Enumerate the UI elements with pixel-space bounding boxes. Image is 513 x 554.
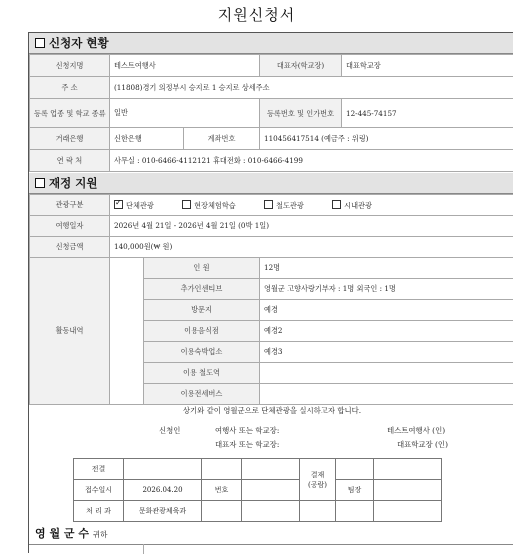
- empty-cell: [124, 459, 202, 480]
- checkbox-city-tour[interactable]: 시내관광: [332, 200, 372, 211]
- representative-signature: 대표학교장 (인): [397, 439, 448, 450]
- bank-label: 거래은행: [30, 128, 110, 150]
- people-value: 12명: [260, 258, 513, 279]
- table-row: [74, 480, 442, 501]
- table-row: [30, 195, 513, 216]
- activity-label: 활동내역: [30, 258, 110, 405]
- license-value: 12-445-74157: [342, 99, 513, 128]
- representative-value: 대표학교장: [342, 55, 513, 77]
- empty-cell: [242, 501, 300, 522]
- approval-seal-label: 결재 (공람): [300, 459, 336, 501]
- restaurant-value: 예경2: [260, 321, 513, 342]
- address-label: 주 소: [30, 77, 110, 99]
- lodging-label: 이용숙박업소: [144, 342, 260, 363]
- application-form: [28, 32, 513, 553]
- square-icon: [35, 38, 45, 48]
- travel-dates-label: 여행일자: [30, 216, 110, 237]
- lodging-value: 예경3: [260, 342, 513, 363]
- finance-section-header: [29, 173, 513, 194]
- agency-line: 여행사 또는 학교장:: [215, 425, 279, 436]
- approval-table: [73, 458, 442, 522]
- people-label: 인 원: [144, 258, 260, 279]
- amount-label: 신청금액: [30, 237, 110, 258]
- empty-cell: [202, 459, 242, 480]
- table-row: [74, 459, 442, 480]
- restaurant-label: 이용음식점: [144, 321, 260, 342]
- representative-label: 대표자(학교장): [260, 55, 342, 77]
- activity-spacer: [110, 258, 144, 405]
- receipt-value: 2026.04.20: [124, 480, 202, 501]
- representative-line: 대표자 또는 학교장:: [215, 439, 279, 450]
- empty-cell: [336, 501, 374, 522]
- handler-value: 문화관광체육과: [124, 501, 202, 522]
- table-row: [30, 55, 513, 77]
- registration-value: 일반: [110, 99, 260, 128]
- checkbox-icon[interactable]: [332, 200, 341, 209]
- tour-type-label: 관광구분: [30, 195, 110, 216]
- agency-name-label: 신청지명: [30, 55, 110, 77]
- checkbox-checked-icon[interactable]: [114, 200, 123, 209]
- agency-name-value: 테스트여행사: [110, 55, 260, 77]
- number-label: 번호: [202, 480, 242, 501]
- incentive-value: 영월군 고향사랑기부자 : 1명 외국인 : 1명: [260, 279, 513, 300]
- contact-value: 사무실 : 010-6466-4112121 휴대전화 : 010-6466-4199: [110, 150, 513, 172]
- bottom-divider: [143, 544, 144, 554]
- applicant-label: 신청인: [159, 425, 180, 436]
- rail-station-value: [260, 363, 513, 384]
- incentive-label: 추가인센티브: [144, 279, 260, 300]
- checkbox-rail-tour[interactable]: 철도관광: [264, 200, 304, 211]
- travel-dates-value: 2026년 4월 21일 - 2026년 4월 21일 (0박 1일): [110, 216, 513, 237]
- empty-cell: [242, 480, 300, 501]
- empty-cell: [374, 459, 442, 480]
- table-row: [30, 77, 513, 99]
- table-row: [30, 128, 513, 150]
- applicant-section-title: 신청자 현황: [49, 36, 109, 50]
- empty-cell: [374, 501, 442, 522]
- empty-cell: [202, 501, 242, 522]
- agency-signature: 테스트여행사 (인): [387, 425, 445, 436]
- visit-place-label: 방문지: [144, 300, 260, 321]
- license-label: 등록번호 및 인가번호: [260, 99, 342, 128]
- finance-table: [29, 194, 513, 405]
- declaration-statement: 상기와 같이 영월군으로 단체관광을 실시하고자 합니다.: [29, 405, 513, 416]
- address-value: (11808)경기 의정부시 승지로 1 승지로 상세주소: [110, 77, 513, 99]
- checkbox-icon[interactable]: [182, 200, 191, 209]
- charter-bus-label: 이용전세버스: [144, 384, 260, 405]
- bank-value: 신한은행: [110, 128, 184, 150]
- recipient-line: 영 월 군 수 귀하: [35, 525, 107, 541]
- checkbox-group-tour[interactable]: ✓ 단체관광: [114, 200, 154, 211]
- table-row: [30, 237, 513, 258]
- empty-cell: [374, 480, 442, 501]
- table-row: [74, 501, 442, 522]
- chief-label: 팀장: [336, 480, 374, 501]
- bottom-divider: [29, 544, 513, 545]
- table-row: [30, 258, 513, 279]
- contact-label: 연 락 처: [30, 150, 110, 172]
- table-row: [30, 216, 513, 237]
- document-title: 지원신청서: [0, 4, 513, 25]
- empty-cell: [300, 501, 336, 522]
- empty-cell: [336, 459, 374, 480]
- empty-cell: [242, 459, 300, 480]
- charter-bus-value: [260, 384, 513, 405]
- visit-place-value: 예경: [260, 300, 513, 321]
- tour-type-options: [110, 195, 513, 216]
- amount-value: 140,000원(₩ 원): [110, 237, 513, 258]
- account-label: 계좌번호: [184, 128, 260, 150]
- applicant-section-header: [29, 33, 513, 54]
- table-row: [30, 150, 513, 172]
- table-row: [30, 99, 513, 128]
- registration-label: 등록 업종 및 학교 종류: [30, 99, 110, 128]
- account-value: 110456417514 (예금주 : 위링): [260, 128, 513, 150]
- handler-label: 처 리 과: [74, 501, 124, 522]
- finance-section-title: 재정 지원: [49, 176, 97, 190]
- checkbox-icon[interactable]: [264, 200, 273, 209]
- receipt-label: 접수일시: [74, 480, 124, 501]
- delegated-approval-label: 전결: [74, 459, 124, 480]
- checkbox-field-trip[interactable]: 현장체험학습: [182, 200, 236, 211]
- applicant-table: [29, 54, 513, 172]
- square-icon: [35, 178, 45, 188]
- rail-station-label: 이용 철도역: [144, 363, 260, 384]
